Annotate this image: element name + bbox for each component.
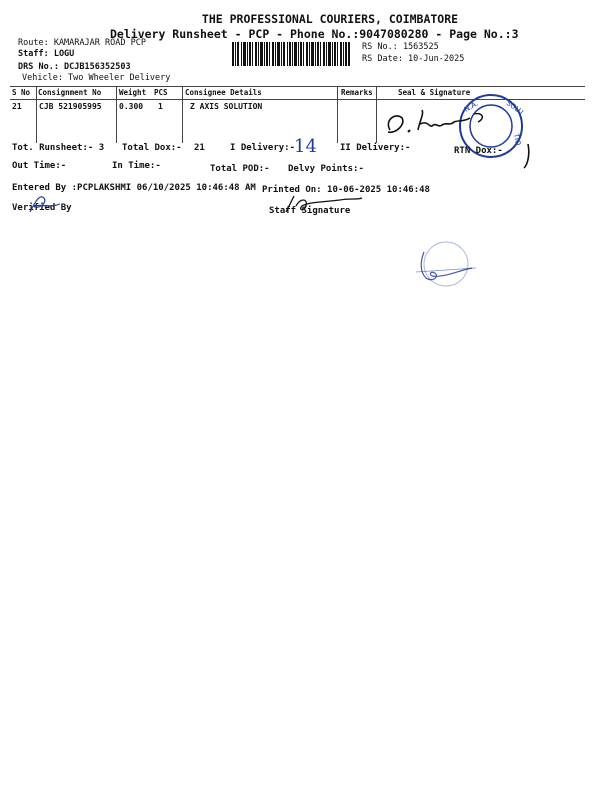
faint-ink-mark [410,238,482,290]
col-divider [337,86,338,143]
in-time-label: In Time:- [112,161,161,171]
svg-text:SOLU: SOLU [504,99,525,117]
cell-pcs: 1 [158,102,163,111]
i-delivery-handwritten: 14 [294,136,317,157]
verified-signature-scribble [26,190,66,216]
route-text: Route: KAMARAJAR ROAD PCP [18,38,146,48]
col-header-remarks: Remarks [341,88,373,97]
table-top-rule [10,86,585,87]
cell-sno: 21 [12,102,22,111]
out-time-label: Out Time:- [12,161,67,171]
col-divider [182,86,183,143]
col-header-pcs: PCS [154,88,168,97]
cell-consignment: CJB 521905995 [39,102,102,111]
total-pod-label: Total POD:- [210,164,270,174]
col-header-sno: S No [12,88,31,97]
staff-signature-scribble [280,192,370,218]
col-divider [116,86,117,143]
delvy-points-label: Delvy Points:- [288,164,364,174]
runsheet-title: Delivery Runsheet - PCP - Phone No.:9047080280 - Page No.:3 [110,27,519,41]
staff-signature-label: Staff Signature [269,206,351,216]
col-divider [376,86,377,143]
col-divider [36,86,37,143]
entered-by: Entered By :PCPLAKSHMI 06/10/2025 10:46:48 AM [12,183,256,193]
tot-runsheet: Tot. Runsheet:- 3 [12,143,105,153]
vehicle-text: Vehicle: Two Wheeler Delivery [22,73,171,83]
svg-text:TIO: TIO [512,132,522,147]
ii-delivery-label: II Delivery:- [340,143,411,153]
cell-consignee: Z AXIS SOLUTION [190,102,263,111]
drs-number: DRS No.: DCJB156352503 [18,62,131,72]
svg-text:N.A.: N.A. [463,99,480,114]
rs-date: RS Date: 10-Jun-2025 [362,54,465,64]
staff-text: Staff: LOGU [18,49,75,59]
i-delivery-label: I Delivery:- [230,143,296,153]
seal-stamp-signature [378,92,543,170]
barcode [232,42,350,66]
col-header-consignee: Consignee Details [185,88,262,97]
col-header-consignment: Consignment No [38,88,102,97]
col-header-seal-signature: Seal & Signature [398,88,471,97]
total-dox-value: 21 [194,143,205,153]
printed-on: Printed On: 10-06-2025 10:46:48 [262,185,430,195]
company-title: THE PROFESSIONAL COURIERS, COIMBATORE [201,12,459,26]
col-header-weight: Weight [119,88,147,97]
verified-by-label: Verified By [12,203,72,213]
cell-weight: 0.300 [119,102,144,111]
total-dox-label: Total Dox:- [122,143,182,153]
rtn-dox-label: RTN Dox:- [454,146,503,156]
rs-number: RS No.: 1563525 [362,42,439,52]
